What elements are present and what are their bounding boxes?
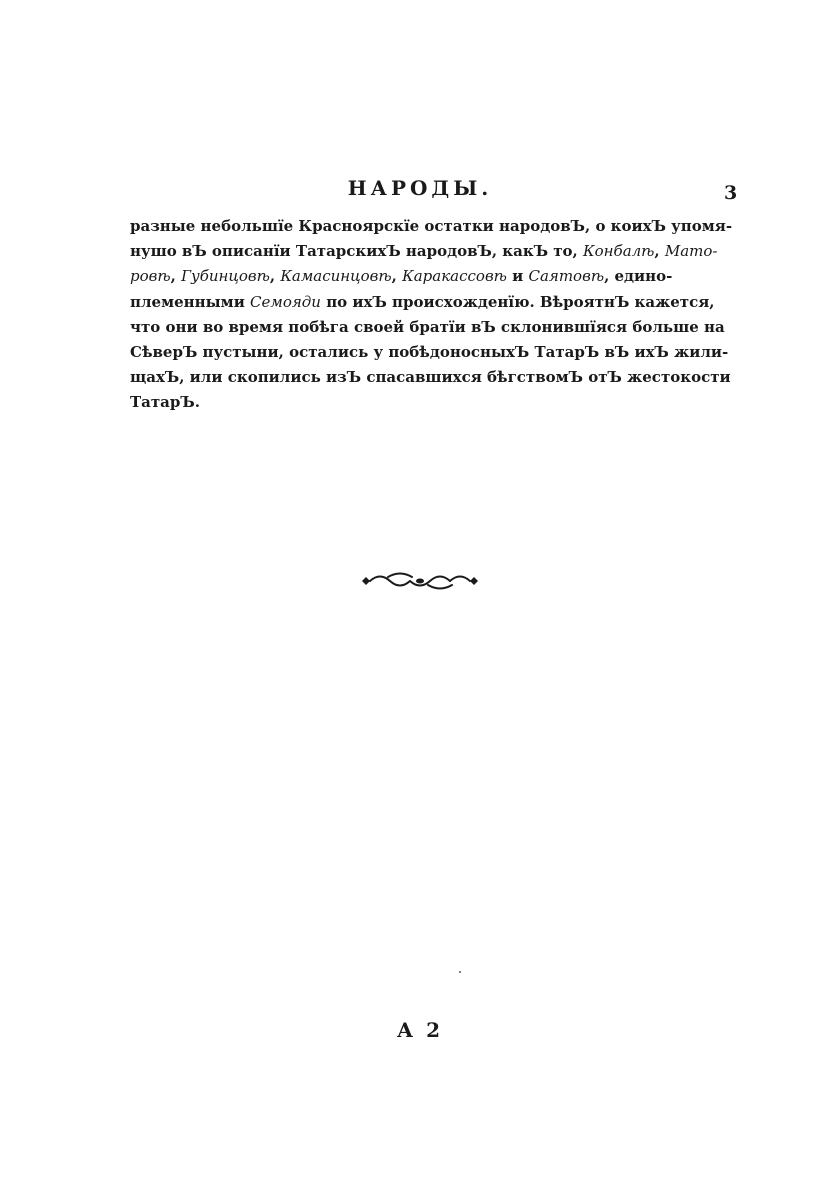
text-segment: ТатарЪ. (130, 393, 200, 412)
text-segment: , (391, 267, 403, 286)
text-line (130, 365, 734, 390)
text-segment: , (654, 242, 665, 261)
text-line (130, 264, 734, 289)
body-paragraph (130, 214, 734, 416)
italic-name: Камасинцовѣ (280, 267, 392, 286)
text-line (130, 290, 734, 315)
text-segment: , (269, 267, 281, 286)
text-line (130, 340, 734, 365)
text-segment: и (506, 267, 529, 286)
text-line (130, 239, 734, 264)
italic-name: Саятовѣ (528, 267, 605, 286)
running-title: НАРОДЫ. (347, 176, 493, 200)
text-line (130, 315, 734, 340)
italic-name: ровѣ (130, 267, 171, 286)
text-segment: по ихЪ происхожденïю. ВѣроятнЪ кажется, (320, 292, 715, 311)
italic-name: Семояди (250, 292, 321, 311)
text-segment: , (170, 267, 182, 286)
paper-speck (459, 971, 461, 973)
text-segment: племенными (130, 292, 251, 311)
fleuron-ornament-icon (360, 568, 480, 594)
italic-name: Конбалѣ (583, 242, 655, 261)
text-segment: разные небольшïе Красноярскïе остатки народовЪ, о коихЪ упомя- (130, 217, 733, 235)
signature-mark: А 2 (396, 1018, 444, 1042)
text-segment: нушо вЪ описанïи ТатарскихЪ народовЪ, какЪ то, (130, 242, 584, 261)
page-number: 3 (724, 182, 738, 204)
text-segment: СѣверЪ пустыни, остались у побѣдоносныхЪ ТатарЪ вЪ ихЪ жили- (130, 343, 729, 362)
italic-name: Каракассовѣ (402, 267, 507, 286)
italic-name: Губинцовѣ (181, 267, 270, 286)
italic-name: Мато- (664, 242, 718, 261)
text-segment: , едино- (604, 267, 673, 286)
text-line (130, 390, 734, 415)
text-line (130, 214, 734, 239)
text-segment: щахЪ, или скопились изЪ спасавшихся бѣгствомЪ отЪ жестокости (130, 368, 731, 387)
text-segment: что они во время побѣга своей братïи вЪ склонившïяся больше на (130, 317, 725, 336)
